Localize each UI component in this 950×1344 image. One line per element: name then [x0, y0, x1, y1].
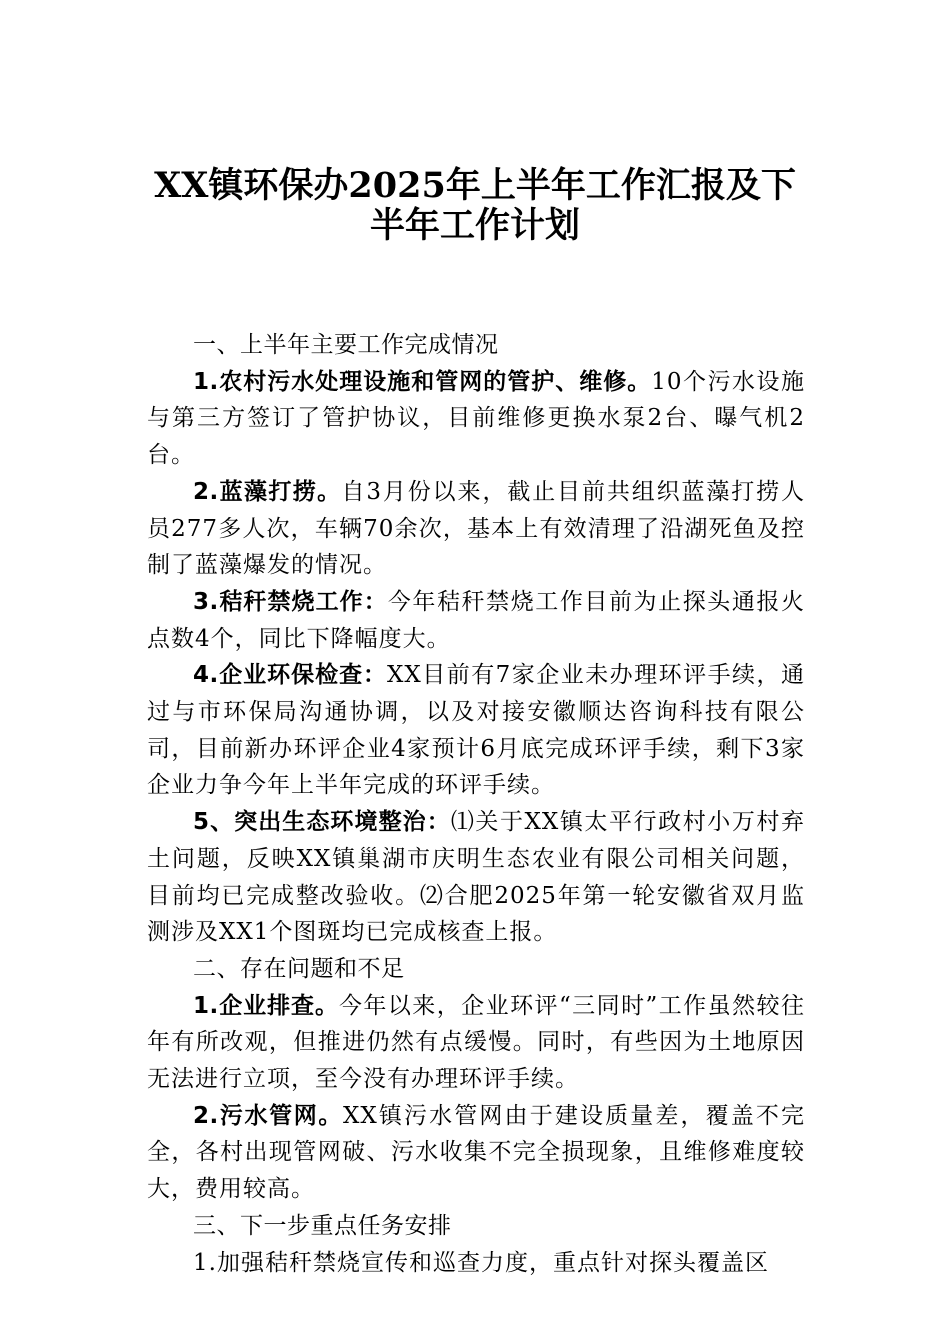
paragraph-lead: 3.秸秆禁烧工作： — [193, 588, 388, 615]
section-heading-3: 三、下一步重点任务安排 — [193, 1212, 452, 1239]
paragraph-1-1 — [147, 364, 805, 474]
paragraph-text: ⑴关于XX镇太平行政村小万村弃土问题，反映XX镇巢湖市庆明生态农业有限公司相关问题，目前均已完成整改验收。⑵合肥2025年第一轮安徽省双月监测涉及XX1个图斑均已完成核查上报。 — [147, 809, 805, 946]
document-title-line-2: 半年工作计划 — [369, 205, 580, 246]
paragraph-text: 10个污水设施与第三方签订了管护协议，目前维修更换水泵2台、曝气机2台。 — [147, 368, 805, 469]
paragraph-text: 今年秸秆禁烧工作目前为止探头通报火点数4个，同比下降幅度大。 — [147, 588, 805, 652]
paragraph-1-5 — [147, 804, 805, 951]
paragraph-lead: 5、突出生态环境整治： — [193, 809, 451, 836]
paragraph-1-2 — [147, 474, 805, 584]
paragraph-text: XX目前有7家企业未办理环评手续，通过与市环保局沟通协调，以及对接安徽顺达咨询科技有限公司，目前新办环评企业4家预计6月底完成环评手续，剩下3家企业力争今年上半年完成的环评手续。 — [147, 662, 805, 799]
paragraph-2-1 — [147, 988, 805, 1098]
paragraph-text: 1.加强秸秆禁烧宣传和巡查力度，重点针对探头覆盖区 — [193, 1249, 769, 1276]
section-heading-2: 二、存在问题和不足 — [193, 955, 405, 982]
paragraph-1-3 — [147, 584, 805, 657]
paragraph-lead: 1.企业排查。 — [193, 992, 339, 1019]
paragraph-lead: 1.农村污水处理设施和管网的管护、维修。 — [193, 368, 652, 395]
section-heading-1: 一、上半年主要工作完成情况 — [193, 332, 499, 358]
paragraph-text: XX镇污水管网由于建设质量差，覆盖不完全，各村出现管网破、污水收集不完全损现象，且维修难度较大，费用较高。 — [147, 1102, 805, 1203]
document-title-line-1: XX镇环保办2025年上半年工作汇报及下 — [154, 165, 796, 206]
paragraph-lead: 4.企业环保检查： — [193, 662, 388, 689]
paragraph-2-2 — [147, 1098, 805, 1208]
paragraph-text: 今年以来，企业环评“三同时”工作虽然较往年有所改观，但推进仍然有点缓慢。同时，有些因为土地原因无法进行立项，至今没有办理环评手续。 — [147, 992, 805, 1093]
paragraph-3-1 — [147, 1245, 805, 1282]
paragraph-1-4 — [147, 657, 805, 804]
paragraph-lead: 2.污水管网。 — [193, 1102, 344, 1129]
paragraph-text: 自3月份以来，截止目前共组织蓝藻打捞人员277多人次，车辆70余次，基本上有效清理了沿湖死鱼及控制了蓝藻爆发的情况。 — [147, 478, 805, 579]
document-body — [147, 327, 805, 1281]
paragraph-lead: 2.蓝藻打捞。 — [193, 478, 342, 505]
